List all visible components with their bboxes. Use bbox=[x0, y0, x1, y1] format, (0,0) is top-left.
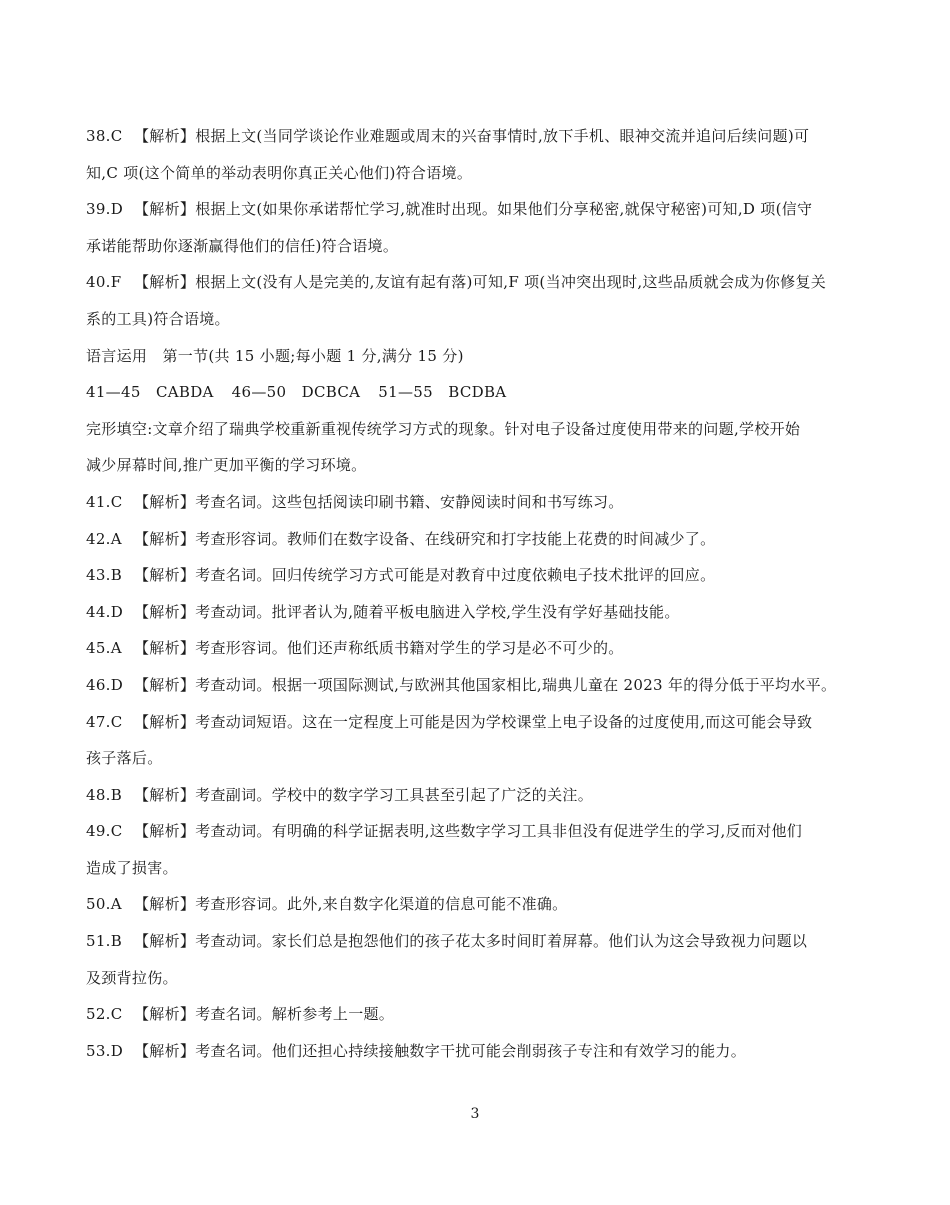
entry-text: 根据上文(没有人是完美的,友谊有起有落)可知,F 项(当冲突出现时,这些品质就会成为你修复关 bbox=[195, 273, 827, 292]
explanation-line bbox=[86, 594, 872, 631]
explanation-text: 考查动词。家长们总是抱怨他们的孩子花太多时间盯着屏幕。他们认为这会导致视力问题以 bbox=[195, 932, 808, 951]
question-number: 40.F bbox=[86, 273, 122, 292]
question-number: 46.D bbox=[86, 675, 124, 694]
question-number: 44.D bbox=[86, 602, 124, 621]
explanation-line bbox=[86, 667, 872, 704]
explanation-text: 考查名词。这些包括阅读印刷书籍、安静阅读时间和书写练习。 bbox=[195, 492, 624, 511]
answer-entry-continuation bbox=[86, 301, 872, 338]
answer-key-group: 51—55 BCDBA bbox=[378, 383, 507, 402]
analysis-tag: 【解析】 bbox=[134, 932, 196, 951]
answer-entry-first-line bbox=[86, 118, 872, 155]
answer-entry-first-line bbox=[86, 191, 872, 228]
question-number: 50.A bbox=[86, 895, 122, 914]
explanation-text: 考查形容词。他们还声称纸质书籍对学生的学习是必不可少的。 bbox=[195, 639, 624, 658]
explanation-text: 考查动词。批评者认为,随着平板电脑进入学校,学生没有学好基础技能。 bbox=[195, 602, 680, 621]
explanation-continuation: 及颈背拉伤。 bbox=[86, 968, 178, 987]
explanation-line bbox=[86, 886, 872, 923]
explanation-line bbox=[86, 630, 872, 667]
analysis-tag: 【解析】 bbox=[134, 1041, 196, 1060]
entry-text: 知,C 项(这个简单的举动表明你真正关心他们)符合语境。 bbox=[86, 163, 473, 182]
document-page bbox=[86, 118, 872, 1069]
passage-summary-continuation: 减少屏幕时间,推广更加平衡的学习环境。 bbox=[86, 456, 367, 475]
analysis-tag: 【解析】 bbox=[134, 895, 196, 914]
answer-key-row bbox=[86, 374, 872, 411]
answer-key-group: 46—50 DCBCA bbox=[231, 383, 361, 402]
page-number: 3 bbox=[470, 1106, 480, 1122]
analysis-tag: 【解析】 bbox=[134, 639, 196, 658]
answer-entry-first-line bbox=[86, 264, 872, 301]
analysis-tag: 【解析】 bbox=[134, 127, 196, 145]
section-heading: 语言运用 第一节(共 15 小题;每小题 1 分,满分 15 分) bbox=[86, 346, 464, 365]
entry-text: 承诺能帮助你逐渐赢得他们的信任)符合语境。 bbox=[86, 236, 399, 255]
question-number: 43.B bbox=[86, 566, 123, 585]
question-number: 53.D bbox=[86, 1041, 124, 1060]
explanation-text: 考查形容词。教师们在数字设备、在线研究和打字技能上花费的时间减少了。 bbox=[195, 529, 716, 548]
explanation-line bbox=[86, 777, 872, 814]
analysis-tag: 【解析】 bbox=[134, 785, 196, 804]
analysis-tag: 【解析】 bbox=[134, 273, 196, 292]
explanation-line bbox=[86, 704, 872, 741]
analysis-tag: 【解析】 bbox=[134, 566, 196, 585]
explanation-text: 考查名词。解析参考上一题。 bbox=[195, 1005, 395, 1024]
analysis-tag: 【解析】 bbox=[134, 492, 196, 511]
explanation-text: 考查副词。学校中的数字学习工具甚至引起了广泛的关注。 bbox=[195, 785, 594, 804]
analysis-tag: 【解析】 bbox=[134, 712, 196, 731]
answer-entry-continuation bbox=[86, 228, 872, 265]
question-number: 42.A bbox=[86, 529, 122, 548]
analysis-tag: 【解析】 bbox=[134, 1005, 196, 1024]
entry-text: 根据上文(当同学谈论作业难题或周末的兴奋事情时,放下手机、眼神交流并追问后续问题)可 bbox=[195, 127, 810, 145]
explanation-line bbox=[86, 996, 872, 1033]
explanation-text: 考查形容词。此外,来自数字化渠道的信息可能不准确。 bbox=[195, 895, 568, 914]
explanation-line bbox=[86, 484, 872, 521]
explanation-line bbox=[86, 1033, 872, 1070]
analysis-tag: 【解析】 bbox=[134, 602, 196, 621]
entry-text: 根据上文(如果你承诺帮忙学习,就准时出现。如果他们分享秘密,就保守秘密)可知,D 项(信守 bbox=[195, 200, 813, 219]
explanation-text: 考查动词。根据一项国际测试,与欧洲其他国家相比,瑞典儿童在 2023 年的得分低于平均水平。 bbox=[195, 675, 837, 694]
explanation-text: 考查动词。有明确的科学证据表明,这些数字学习工具非但没有促进学生的学习,反而对他们 bbox=[195, 822, 803, 841]
analysis-tag: 【解析】 bbox=[134, 529, 196, 548]
question-number: 52.C bbox=[86, 1005, 123, 1024]
question-number: 48.B bbox=[86, 785, 123, 804]
explanation-line bbox=[86, 813, 872, 850]
explanation-continuation: 孩子落后。 bbox=[86, 749, 163, 768]
question-number: 39.D bbox=[86, 200, 124, 219]
explanation-line bbox=[86, 521, 872, 558]
explanation-text: 考查动词短语。这在一定程度上可能是因为学校课堂上电子设备的过度使用,而这可能会导致 bbox=[195, 712, 813, 731]
analysis-tag: 【解析】 bbox=[134, 822, 196, 841]
entry-text: 系的工具)符合语境。 bbox=[86, 309, 230, 328]
analysis-tag: 【解析】 bbox=[134, 675, 196, 694]
answer-key-group: 41—45 CABDA bbox=[86, 383, 214, 402]
question-number: 47.C bbox=[86, 712, 123, 731]
explanation-text: 考查名词。回归传统学习方式可能是对教育中过度依赖电子技术批评的回应。 bbox=[195, 566, 716, 585]
question-number: 45.A bbox=[86, 639, 122, 658]
question-number: 51.B bbox=[86, 932, 123, 951]
question-number: 38.C bbox=[86, 127, 123, 145]
question-number: 49.C bbox=[86, 822, 123, 841]
explanation-text: 考查名词。他们还担心持续接触数字干扰可能会削弱孩子专注和有效学习的能力。 bbox=[195, 1041, 747, 1060]
analysis-tag: 【解析】 bbox=[134, 200, 196, 219]
explanation-line bbox=[86, 557, 872, 594]
answer-entry-continuation bbox=[86, 155, 872, 192]
explanation-line bbox=[86, 923, 872, 960]
explanation-continuation: 造成了损害。 bbox=[86, 858, 178, 877]
passage-summary: 完形填空:文章介绍了瑞典学校重新重视传统学习方式的现象。针对电子设备过度使用带来的问题,学校开始 bbox=[86, 419, 801, 438]
question-number: 41.C bbox=[86, 492, 123, 511]
